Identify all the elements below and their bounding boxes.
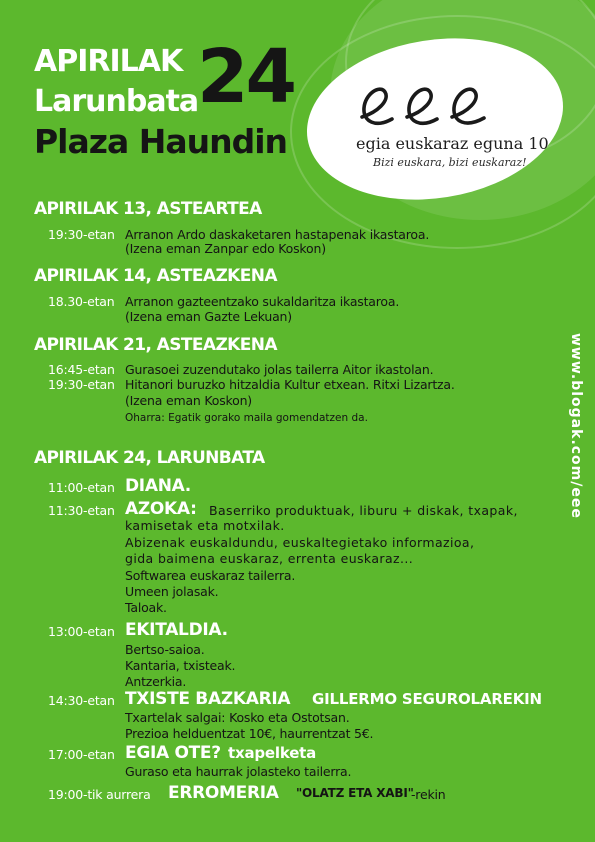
event-text: Kantaria, txisteak. — [125, 658, 236, 673]
event-text: Hitanori buruzko hitzaldia Kultur etxean. Ritxi Lizartza. — [125, 377, 455, 392]
event-title-guest: GILLERMO SEGUROLAREKIN — [312, 690, 542, 708]
event-title-suffix: txapelketa — [228, 744, 317, 762]
section-heading: APIRILAK 13, ASTEARTEA — [34, 199, 262, 219]
event-title: DIANA. — [125, 476, 191, 496]
event-text: Softwarea euskaraz tailerra. — [125, 568, 296, 583]
event-text: Abizenak euskaldundu, euskaltegietako informazioa, — [125, 535, 475, 550]
event-title: TXISTE BAZKARIA — [125, 689, 291, 709]
logo-subtitle: Bizi euskara, bizi euskaraz! — [373, 156, 527, 169]
header-day-number: 24 — [197, 34, 294, 120]
section-heading: APIRILAK 21, ASTEAZKENA — [34, 335, 277, 355]
event-text: (Izena eman Zanpar edo Koskon) — [125, 241, 326, 256]
logo-title: egia euskaraz eguna 10 — [356, 134, 549, 153]
event-time: 16:45-etan — [48, 362, 115, 377]
event-text: Gurasoei zuzendutako jolas tailerra Aitor ikastolan. — [125, 362, 434, 377]
event-time: 11:30-etan — [48, 503, 115, 518]
event-title: EKITALDIA. — [125, 620, 228, 640]
event-text: gida baimena euskaraz, errenta euskaraz... — [125, 551, 414, 566]
event-text: Bertso-saioa. — [125, 642, 205, 657]
event-note: Oharra: Egatik gorako maila gomendatzen da. — [125, 412, 368, 424]
section-heading: APIRILAK 24, LARUNBATA — [34, 448, 265, 468]
event-text: Umeen jolasak. — [125, 584, 219, 599]
event-time: 19:00-tik aurrera — [48, 787, 151, 802]
event-title-guest: "OLATZ ETA XABI" — [296, 786, 414, 800]
side-url: www.blogak.com/eee — [568, 333, 584, 519]
event-text: Antzerkia. — [125, 674, 187, 689]
event-text: Taloak. — [125, 600, 167, 615]
event-text: Guraso eta haurrak jolasteko tailerra. — [125, 764, 352, 779]
event-time: 11:00-etan — [48, 480, 115, 495]
event-text: kamisetak eta motxilak. — [125, 518, 285, 533]
event-text: Txartelak salgai: Kosko eta Ostotsan. — [125, 710, 350, 725]
event-text: Arranon gazteentzako sukaldaritza ikastaroa. — [125, 294, 400, 309]
event-text: Baserriko produktuak, liburu + diskak, txapak, — [209, 503, 518, 518]
event-title-suffix: -rekin — [411, 787, 446, 802]
header-location: Plaza Haundin — [34, 122, 288, 161]
header-month: APIRILAK — [34, 44, 183, 79]
event-time: 14:30-etan — [48, 693, 115, 708]
section-heading: APIRILAK 14, ASTEAZKENA — [34, 266, 277, 286]
event-time: 18.30-etan — [48, 294, 115, 309]
event-title: ERROMERIA — [168, 783, 279, 803]
event-text: Arranon Ardo daskaketaren hastapenak ikastaroa. — [125, 227, 430, 242]
event-text: Prezioa helduentzat 10€, haurrentzat 5€. — [125, 726, 374, 741]
event-title: AZOKA: — [125, 499, 197, 519]
event-text: (Izena eman Gazte Lekuan) — [125, 309, 292, 324]
event-title: EGIA OTE? — [125, 743, 221, 763]
event-time: 19:30-etan — [48, 227, 115, 242]
eee-logo-icon — [352, 72, 504, 134]
event-time: 13:00-etan — [48, 624, 115, 639]
event-time: 17:00-etan — [48, 747, 115, 762]
event-time: 19:30-etan — [48, 377, 115, 392]
header-weekday: Larunbata — [34, 84, 199, 119]
event-text: (Izena eman Koskon) — [125, 393, 252, 408]
